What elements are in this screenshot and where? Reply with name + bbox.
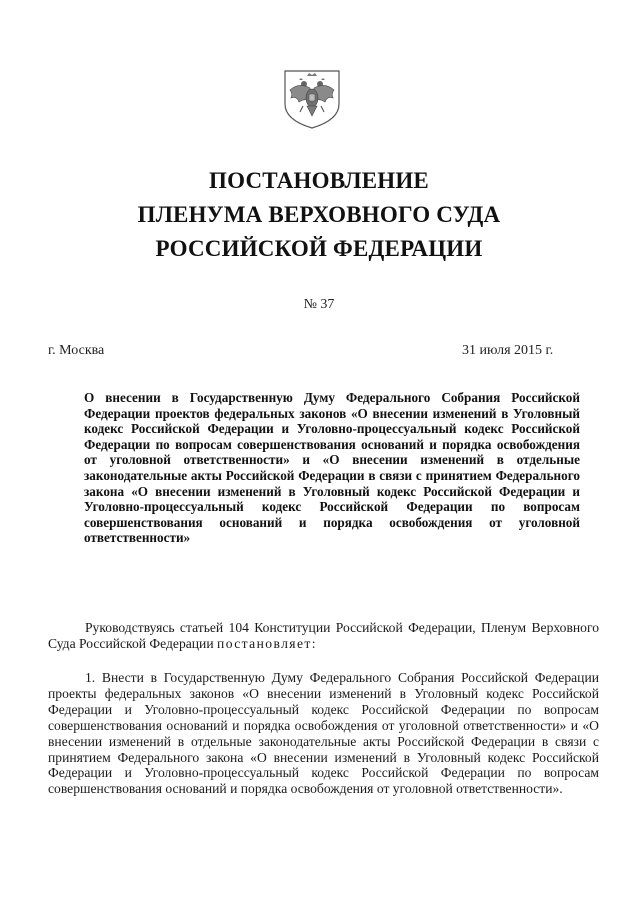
preamble-paragraph — [48, 620, 599, 652]
document-subject: О внесении в Государственную Думу Федерального Собрания Российской Федерации проектов федеральных законов «О внесении изменений в Уголовный кодекс Российской Федерации и Уголовно-процессуальный кодекс Российской Федерации по вопросам совершенствования оснований и порядка освобождения от уголовной ответственности» и «О внесении изменений в отдельные законодательные акты Российской Федерации в связи с принятием Федерального закона «О внесении изменений в Уголовный кодекс Российской Федерации и Уголовно-процессуальный кодекс Российской Федерации по вопросам совершенствования оснований и порядка освобождения от уголовной ответственности» — [84, 390, 580, 546]
coat-of-arms-icon — [279, 68, 345, 130]
item-1-paragraph: 1. Внести в Государственную Думу Федерального Собрания Российской Федерации проекты федеральных законов «О внесении изменений в Уголовный кодекс Российской Федерации и Уголовно-процессуальный кодекс Российской Федерации по вопросам совершенствования оснований и порядка освобождения от уголовной ответственности» и «О внесении изменений в отдельные законодательные акты Российской Федерации в связи с принятием Федерального закона «О внесении изменений в Уголовный кодекс Российской Федерации и Уголовно-процессуальный кодекс Российской Федерации по вопросам совершенствования оснований и порядка освобождения от уголовной ответственности». — [48, 670, 599, 797]
document-title-line-1: ПОСТАНОВЛЕНИЕ — [209, 168, 429, 193]
document-date: 31 июля 2015 г. — [462, 343, 554, 358]
document-title-line-2: ПЛЕНУМА ВЕРХОВНОГО СУДА — [137, 202, 501, 227]
document-number: № 37 — [303, 297, 335, 312]
preamble-text: Руководствуясь статьей 104 Конституции Российской Федерации, Пленум Верховного Суда Российской Федерации — [48, 620, 599, 651]
document-city: г. Москва — [48, 343, 105, 358]
document-title-line-3: РОССИЙСКОЙ ФЕДЕРАЦИИ — [155, 236, 483, 261]
decree-word: постановляет: — [217, 635, 317, 651]
